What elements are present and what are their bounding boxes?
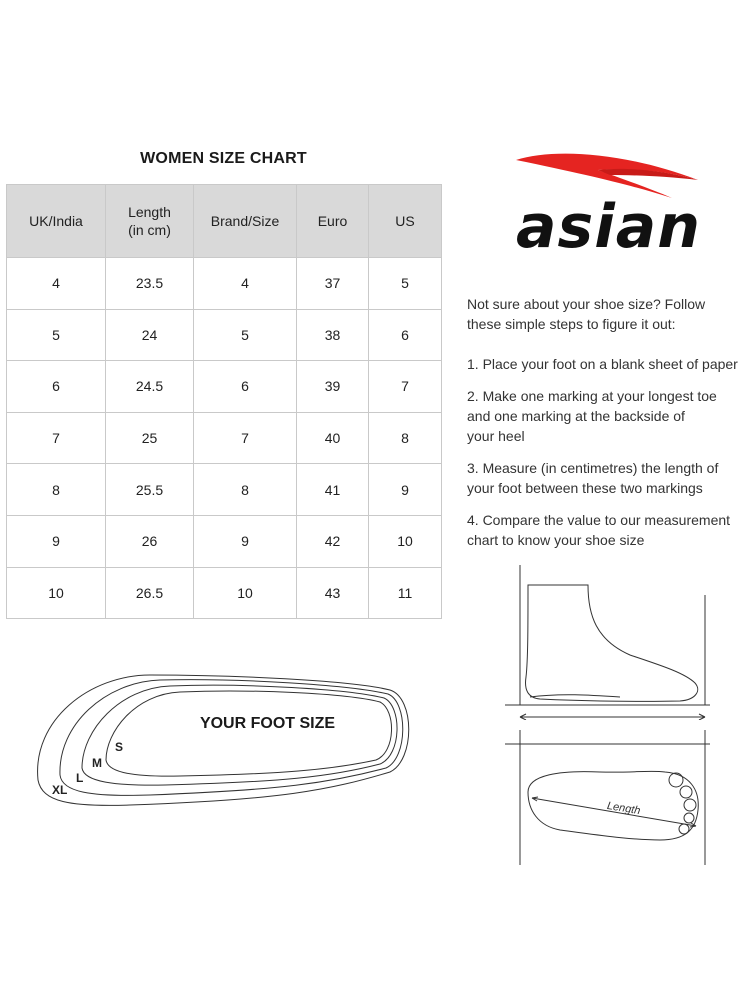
instruction-step: 3. Measure (in centimetres) the length of your foot between these two markings <box>467 460 719 496</box>
table-cell: 8 <box>369 412 442 464</box>
table-cell: 9 <box>7 515 106 567</box>
table-cell: 5 <box>369 258 442 310</box>
table-cell: 8 <box>194 464 297 516</box>
size-label-m: M <box>92 756 102 770</box>
column-header: US <box>369 185 442 258</box>
table-cell: 24.5 <box>106 361 194 413</box>
table-cell: 7 <box>369 361 442 413</box>
foot-side-view-diagram <box>500 565 715 720</box>
table-cell: 42 <box>297 515 369 567</box>
table-cell: 6 <box>369 309 442 361</box>
table-row <box>7 258 442 310</box>
instructions-intro: Not sure about your shoe size? Follow these simple steps to figure it out: <box>467 296 706 332</box>
size-label-l: L <box>76 771 84 785</box>
table-row <box>7 361 442 413</box>
size-label-xl: XL <box>52 783 68 797</box>
table-cell: 5 <box>194 309 297 361</box>
brand-wordmark: asian <box>516 192 701 262</box>
table-row <box>7 309 442 361</box>
table-cell: 39 <box>297 361 369 413</box>
table-cell: 9 <box>369 464 442 516</box>
table-cell: 4 <box>7 258 106 310</box>
column-header: Euro <box>297 185 369 258</box>
table-row <box>7 567 442 619</box>
table-cell: 11 <box>369 567 442 619</box>
table-cell: 5 <box>7 309 106 361</box>
table-cell: 9 <box>194 515 297 567</box>
table-cell: 6 <box>194 361 297 413</box>
table-header-row <box>7 185 442 258</box>
length-label: Length <box>606 800 642 818</box>
table-cell: 37 <box>297 258 369 310</box>
table-cell: 41 <box>297 464 369 516</box>
foot-size-caption: YOUR FOOT SIZE <box>199 715 336 732</box>
table-cell: 10 <box>194 567 297 619</box>
instruction-step: 1. Place your foot on a blank sheet of paper <box>467 356 738 372</box>
table-cell: 4 <box>194 258 297 310</box>
table-cell: 23.5 <box>106 258 194 310</box>
table-cell: 6 <box>7 361 106 413</box>
column-header: Brand/Size <box>194 185 297 258</box>
size-table <box>6 184 442 619</box>
instructions <box>467 294 746 562</box>
table-row <box>7 464 442 516</box>
table-cell: 40 <box>297 412 369 464</box>
foot-size-outlines <box>30 660 420 820</box>
column-header: UK/India <box>7 185 106 258</box>
table-cell: 24 <box>106 309 194 361</box>
column-header: Length (in cm) <box>106 185 194 258</box>
table-row <box>7 515 442 567</box>
table-cell: 7 <box>194 412 297 464</box>
table-cell: 10 <box>369 515 442 567</box>
brand-logo <box>514 150 700 260</box>
table-row <box>7 412 442 464</box>
instruction-step: 2. Make one marking at your longest toe and one marking at the backside of your heel <box>467 388 717 444</box>
table-cell: 25.5 <box>106 464 194 516</box>
table-cell: 8 <box>7 464 106 516</box>
table-cell: 7 <box>7 412 106 464</box>
table-cell: 25 <box>106 412 194 464</box>
chart-title: WOMEN SIZE CHART <box>140 150 307 167</box>
table-cell: 43 <box>297 567 369 619</box>
table-cell: 26.5 <box>106 567 194 619</box>
size-label-s: S <box>115 740 124 754</box>
table-cell: 26 <box>106 515 194 567</box>
instruction-step: 4. Compare the value to our measurement chart to know your shoe size <box>467 512 731 548</box>
table-cell: 38 <box>297 309 369 361</box>
table-cell: 10 <box>7 567 106 619</box>
